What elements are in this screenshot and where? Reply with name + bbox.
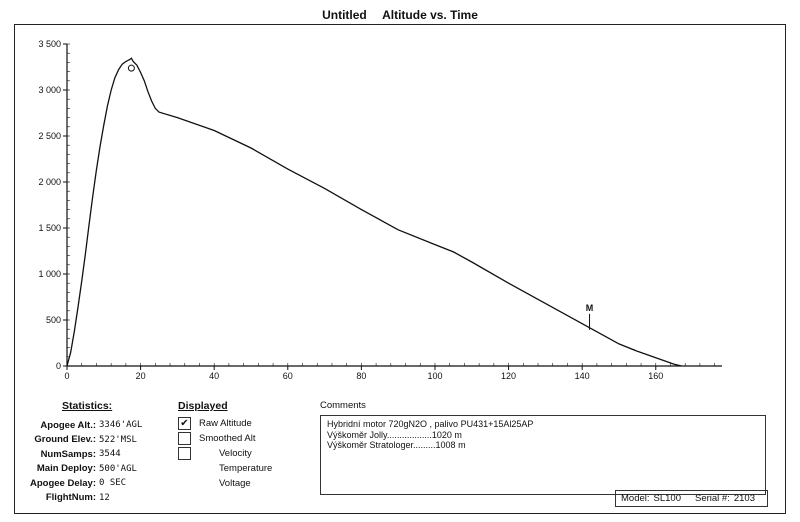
model-serial-box <box>615 490 768 507</box>
apogee-marker <box>128 65 134 71</box>
title-file: Untitled <box>322 8 367 22</box>
serial-label: Serial #: <box>695 493 730 504</box>
x-tick-label: 100 <box>427 371 443 381</box>
stat-row <box>20 491 160 506</box>
main-deploy-label: M <box>585 302 594 313</box>
displayed-header: Displayed <box>178 400 228 412</box>
y-tick-label: 3 000 <box>38 85 61 95</box>
serial-value: 2103 <box>733 493 755 504</box>
stat-label: NumSamps: <box>40 448 96 460</box>
stat-value: 12 <box>99 492 110 503</box>
model-value: SL100 <box>653 493 681 504</box>
comments-header: Comments <box>320 400 366 411</box>
y-tick-label: 2 500 <box>38 131 61 141</box>
y-tick-label: 2 000 <box>38 177 61 187</box>
x-tick-label: 40 <box>209 371 220 381</box>
stat-label: Apogee Alt.: <box>40 419 96 431</box>
y-tick-label: 0 <box>55 361 61 371</box>
x-tick-label: 160 <box>648 371 664 381</box>
x-tick-label: 140 <box>574 371 590 381</box>
stat-row <box>20 433 160 448</box>
stat-row <box>20 447 160 462</box>
statistics-header: Statistics: <box>62 400 113 412</box>
comment-line: Výškoměr Stratologer.........1008 m <box>327 440 466 450</box>
comments-box[interactable] <box>320 415 766 495</box>
stat-label: Apogee Delay: <box>30 477 96 489</box>
displayed-item[interactable] <box>178 431 298 446</box>
comment-line: Výškoměr Jolly..................1020 m <box>327 429 462 440</box>
displayed-item-label: Smoothed Alt <box>199 433 256 444</box>
checkbox[interactable] <box>178 447 191 460</box>
stat-value: 522'MSL <box>99 434 137 445</box>
displayed-item-label: Temperature <box>219 463 273 474</box>
stat-row <box>20 476 160 491</box>
comments-panel <box>320 400 766 495</box>
x-tick-label: 120 <box>501 371 517 381</box>
x-tick-label: 80 <box>356 371 367 381</box>
model-label: Model: <box>621 493 650 504</box>
y-tick-label: 1 500 <box>38 223 61 233</box>
stat-value: 3544 <box>99 449 121 460</box>
displayed-item-label: Voltage <box>219 478 251 489</box>
x-tick-label: 0 <box>64 371 70 381</box>
y-tick-label: 1 000 <box>38 269 61 279</box>
y-tick-label: 500 <box>45 315 61 325</box>
stat-row <box>20 418 160 433</box>
stat-value: 3346'AGL <box>99 420 143 431</box>
stat-value: 500'AGL <box>99 463 137 474</box>
displayed-item[interactable] <box>178 476 298 491</box>
displayed-item-label: Velocity <box>219 448 252 459</box>
displayed-panel <box>178 400 298 491</box>
displayed-item[interactable] <box>178 446 298 461</box>
checkbox[interactable] <box>178 432 191 445</box>
y-tick-label: 3 500 <box>38 39 61 49</box>
statistics-panel <box>20 400 160 505</box>
stat-row <box>20 462 160 477</box>
displayed-item[interactable] <box>178 416 298 431</box>
checkbox[interactable]: ✔ <box>178 417 191 430</box>
stat-value: 0 SEC <box>99 478 127 489</box>
title-chart: Altitude vs. Time <box>382 8 478 22</box>
displayed-item-label: Raw Altitude <box>199 418 252 429</box>
stat-label: FlightNum: <box>45 492 96 504</box>
comment-line: Hybridní motor 720gN2O , palivo PU431+15Al25AP <box>327 419 534 429</box>
stat-label: Main Deploy: <box>36 463 96 475</box>
x-tick-label: 20 <box>135 371 146 381</box>
x-tick-label: 60 <box>282 371 293 381</box>
displayed-item[interactable] <box>178 461 298 476</box>
stat-label: Ground Elev.: <box>34 434 96 446</box>
